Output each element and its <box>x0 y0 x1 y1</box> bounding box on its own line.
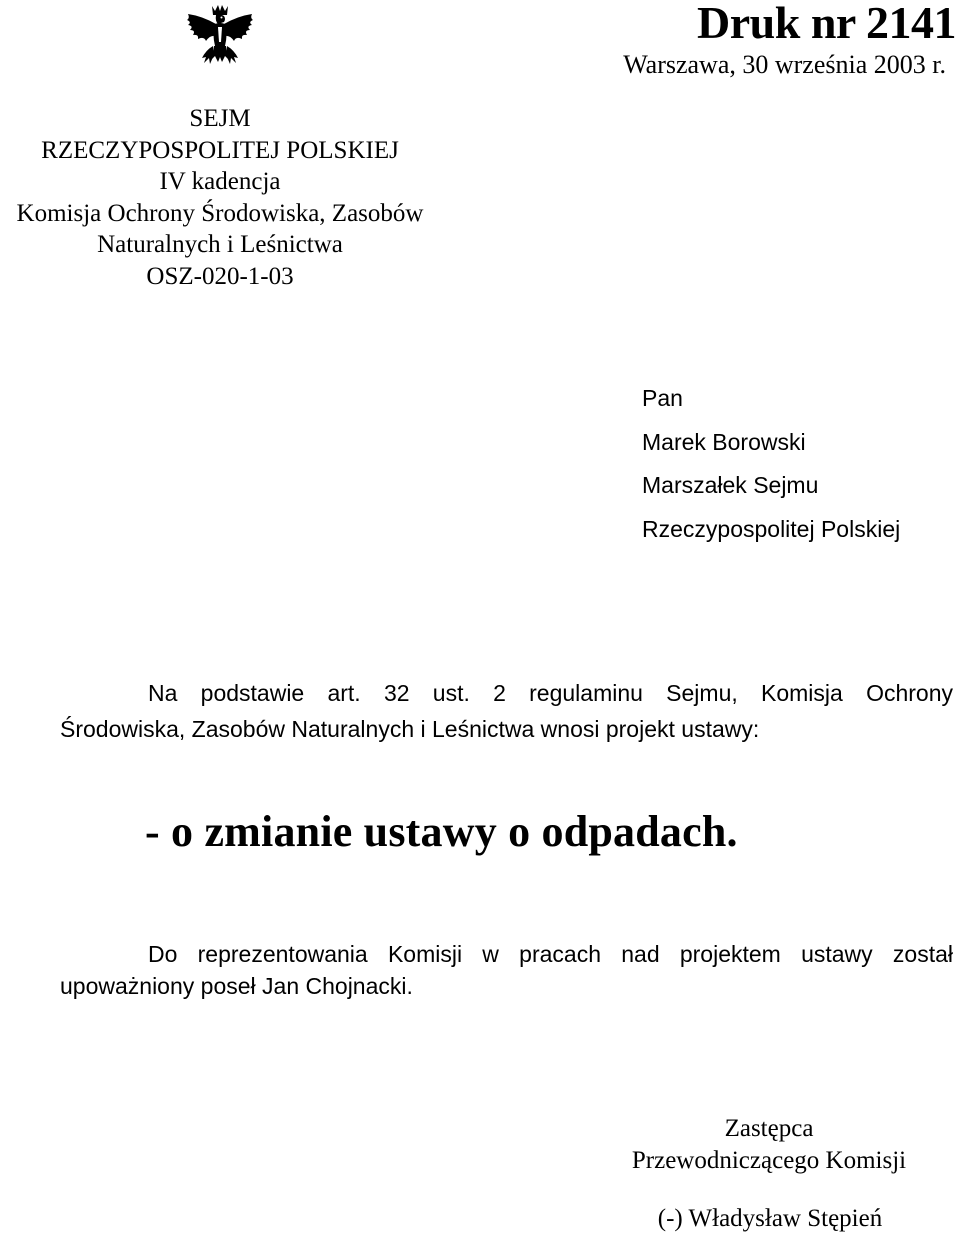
issuer-line: IV kadencja <box>159 168 281 196</box>
body-paragraph-2 <box>60 938 953 1002</box>
addressee-line: Pan <box>642 385 683 411</box>
addressee-block <box>642 377 900 552</box>
signature-role-line: Zastępca <box>724 1115 814 1142</box>
signature-role-line: Przewodniczącego Komisji <box>631 1147 907 1174</box>
polish-eagle-emblem-icon <box>182 2 258 78</box>
issuer-block <box>0 103 440 293</box>
issuer-line: Komisja Ochrony Środowiska, Zasobów <box>16 199 424 227</box>
place-date: Warszawa, 30 września 2003 r. <box>623 50 946 79</box>
issuer-line: SEJM <box>189 105 251 132</box>
body-paragraph-1 <box>60 675 953 747</box>
paragraph-line: Do reprezentowania Komisji w pracach nad projektem ustawy został <box>148 941 953 967</box>
paragraph-line: Na podstawie art. 32 ust. 2 regulaminu Sejmu, Komisja Ochrony <box>148 680 953 706</box>
bill-title: - o zmianie ustawy o odpadach. <box>145 807 738 856</box>
signer-name: (-) Władysław Stępień <box>657 1205 883 1232</box>
issuer-line: RZECZYPOSPOLITEJ POLSKIEJ <box>41 136 399 164</box>
paragraph-line: Środowiska, Zasobów Naturalnych i Leśnictwa wnosi projekt ustawy: <box>60 716 760 742</box>
paragraph-line: upoważniony poseł Jan Chojnacki. <box>60 973 413 999</box>
addressee-line: Rzeczypospolitej Polskiej <box>642 516 901 543</box>
addressee-line: Marszałek Sejmu <box>642 472 819 499</box>
issuer-line: OSZ-020-1-03 <box>146 262 294 290</box>
print-number: Druk nr 2141 <box>697 0 956 48</box>
signature-role <box>614 1113 924 1177</box>
addressee-line: Marek Borowski <box>642 428 806 455</box>
issuer-line: Naturalnych i Leśnictwa <box>97 231 343 259</box>
